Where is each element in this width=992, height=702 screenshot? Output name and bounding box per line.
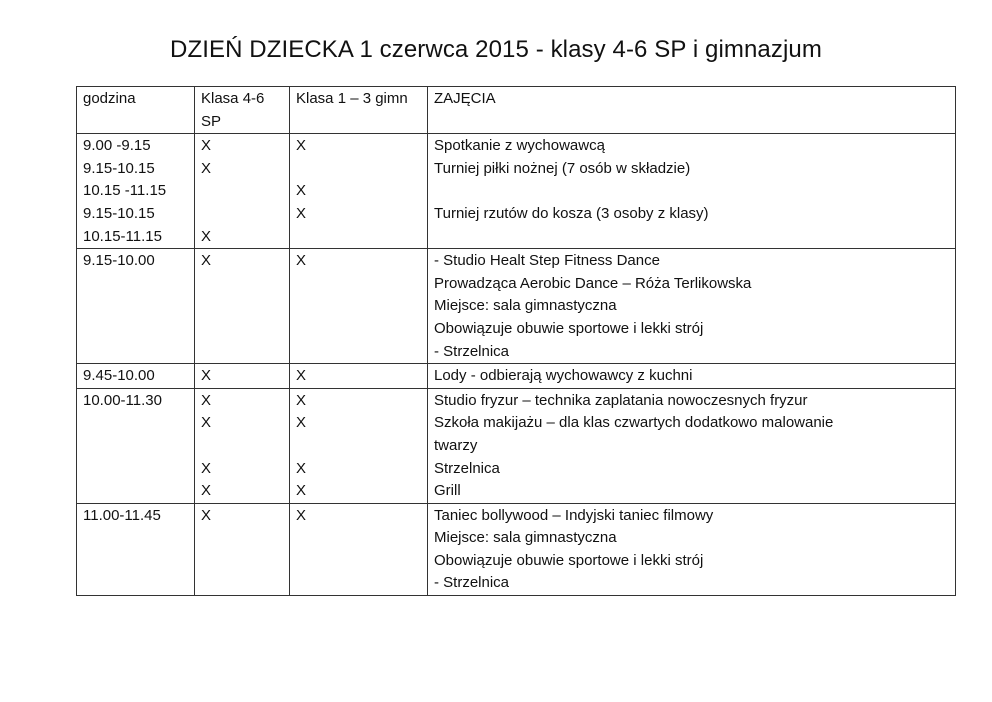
time-entry: 9.00 -9.15 [83,137,151,155]
header-cell-gimn: Klasa 1 – 3 gimn [290,87,428,134]
table-row [77,388,956,503]
gimn-mark [296,435,422,458]
activities-cell [428,388,956,503]
table-row [77,134,956,249]
sp-cell [195,388,290,503]
sp-mark: X [201,159,212,177]
activity-line: - Strzelnica [434,342,510,360]
activity-line: Szkoła makijażu – dla klas czwartych dodatkowo malowanie [434,414,834,432]
sp-mark: X [201,459,212,477]
time-cell [77,388,195,503]
activity-line: Miejsce: sala gimnastyczna [434,529,617,547]
table-row [77,249,956,364]
time-cell [77,503,195,595]
header-cell-time: godzina [77,87,195,134]
gimn-mark: X [296,414,307,432]
sp-cell [195,364,290,389]
activity-line: Prowadząca Aerobic Dance – Róża Terlikowska [434,274,752,292]
activity-line: twarzy [434,436,478,454]
sp-mark: X [201,227,212,245]
activity-line: Spotkanie z wychowawcą [434,137,605,155]
gimn-mark [296,226,422,249]
gimn-mark: X [296,204,307,222]
sp-mark [201,180,284,203]
activity-line: Lody - odbierają wychowawcy z kuchni [434,367,693,385]
activity-line: - Studio Healt Step Fitness Dance [434,252,660,270]
time-entry: 10.15 -11.15 [83,182,167,200]
table-header-row [77,87,956,134]
sp-mark: X [201,137,212,155]
time-entry: 9.15-10.00 [83,252,155,270]
time-entry: 9.15-10.15 [83,204,155,222]
activities-cell [428,503,956,595]
time-cell [77,364,195,389]
time-entry: 10.00-11.30 [83,391,162,409]
header-cell-sp: Klasa 4-6 SP [195,87,290,134]
sp-cell [195,134,290,249]
gimn-mark: X [296,391,307,409]
page-title: DZIEŃ DZIECKA 1 czerwca 2015 - klasy 4-6 SP i gimnazjum [170,36,822,63]
sp-mark: X [201,482,212,500]
table-row [77,503,956,595]
gimn-cell [290,503,428,595]
activity-line: - Strzelnica [434,574,510,592]
gimn-mark: X [296,182,307,200]
activity-line [434,180,950,203]
sp-mark: X [201,367,212,385]
sp-mark: X [201,414,212,432]
sp-mark: X [201,252,212,270]
gimn-cell [290,364,428,389]
sp-mark [201,435,284,458]
time-cell [77,249,195,364]
gimn-mark: X [296,252,307,270]
activity-line: Studio fryzur – technika zaplatania nowoczesnych fryzur [434,391,808,409]
table-row [77,364,956,389]
sp-mark [201,203,284,226]
gimn-mark: X [296,137,307,155]
header-cell-activities: ZAJĘCIA [428,87,956,134]
activities-cell [428,364,956,389]
sp-cell [195,249,290,364]
sp-cell [195,503,290,595]
sp-mark: X [201,506,212,524]
activity-line: Miejsce: sala gimnastyczna [434,297,617,315]
gimn-cell [290,388,428,503]
time-entry: 9.15-10.15 [83,159,155,177]
gimn-mark: X [296,367,307,385]
activity-line: Strzelnica [434,459,500,477]
activity-line: Turniej piłki nożnej (7 osób w składzie) [434,159,691,177]
gimn-cell [290,134,428,249]
gimn-mark [296,158,422,181]
schedule-table [76,86,956,596]
gimn-mark: X [296,459,307,477]
gimn-mark: X [296,506,307,524]
activity-line [434,226,950,249]
activity-line: Obowiązuje obuwie sportowe i lekki strój [434,319,704,337]
gimn-mark: X [296,482,307,500]
sp-mark: X [201,391,212,409]
activity-line: Taniec bollywood – Indyjski taniec filmowy [434,506,714,524]
activities-cell [428,134,956,249]
activity-line: Turniej rzutów do kosza (3 osoby z klasy) [434,204,709,222]
time-cell [77,134,195,249]
activity-line: Obowiązuje obuwie sportowe i lekki strój [434,551,704,569]
activity-line: Grill [434,482,461,500]
time-entry: 9.45-10.00 [83,367,155,385]
time-entry: 11.00-11.45 [83,506,161,524]
gimn-cell [290,249,428,364]
activities-cell [428,249,956,364]
time-entry: 10.15-11.15 [83,227,162,245]
